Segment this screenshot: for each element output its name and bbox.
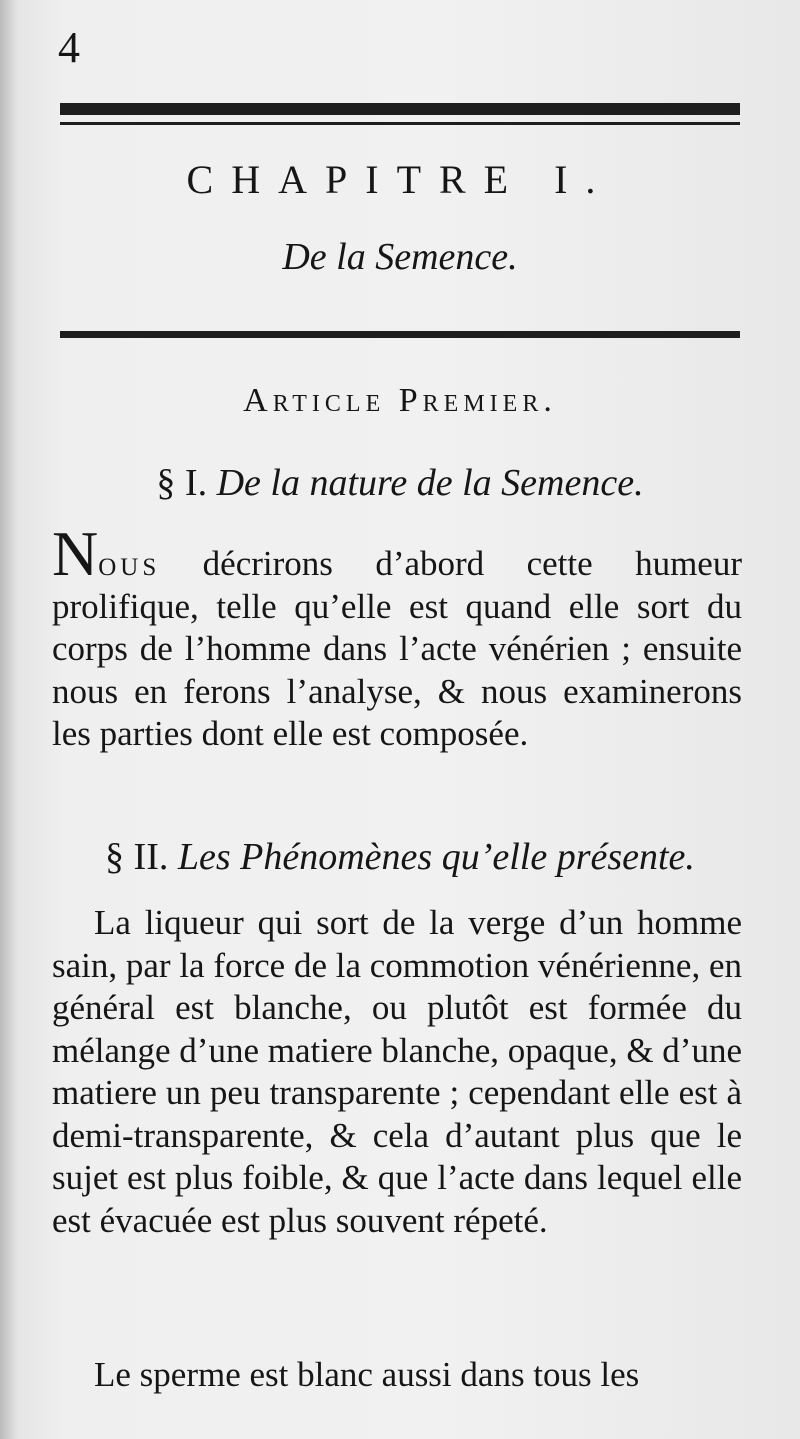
section-heading-2 [60, 838, 740, 876]
section-heading-1 [60, 464, 740, 502]
header-rule-thick [60, 103, 740, 115]
header-rule-thin [60, 122, 740, 125]
page-number: 4 [58, 23, 80, 72]
page-gutter-shadow [0, 0, 18, 1439]
chapter-subtitle: De la Semence. [282, 236, 518, 278]
paragraph-1-text: décrirons d’abord cette humeur prolifique, telle qu’elle est quand elle sort du corps de l’homme dans l’acte vénérien ; ensuite nous en ferons l’analyse, & nous examinerons les parties dont elle est composée. [52, 544, 742, 753]
chapter-title: CHAPITRE I. [186, 157, 614, 202]
chapter-divider-rule [60, 331, 740, 338]
paragraph-3: Le sperme est blanc aussi dans tous les [94, 1355, 640, 1394]
section-2-number: § II. [105, 836, 169, 878]
paragraph-1-lead: ous [98, 544, 161, 583]
section-1-title: De la nature de la Semence. [216, 462, 644, 504]
article-heading: Article Premier. [243, 382, 557, 419]
drop-cap: N [52, 518, 99, 589]
paragraph-2: La liqueur qui sort de la verge d’un homme sain, par la force de la commotion vénérienne, en général est blanche, ou plutôt est formée du mélange d’une matiere blanche, opaque, & d’une matiere un peu transparente ; cependant elle est à demi-transparente, & cela d’autant plus que le sujet est plus foible, & que l’acte dans lequel elle est évacuée est plus souvent répeté. [52, 903, 742, 1240]
paragraph-1 [52, 518, 742, 756]
section-1-number: § I. [156, 462, 208, 504]
section-2-title: Les Phénomènes qu’elle présente. [177, 836, 695, 878]
